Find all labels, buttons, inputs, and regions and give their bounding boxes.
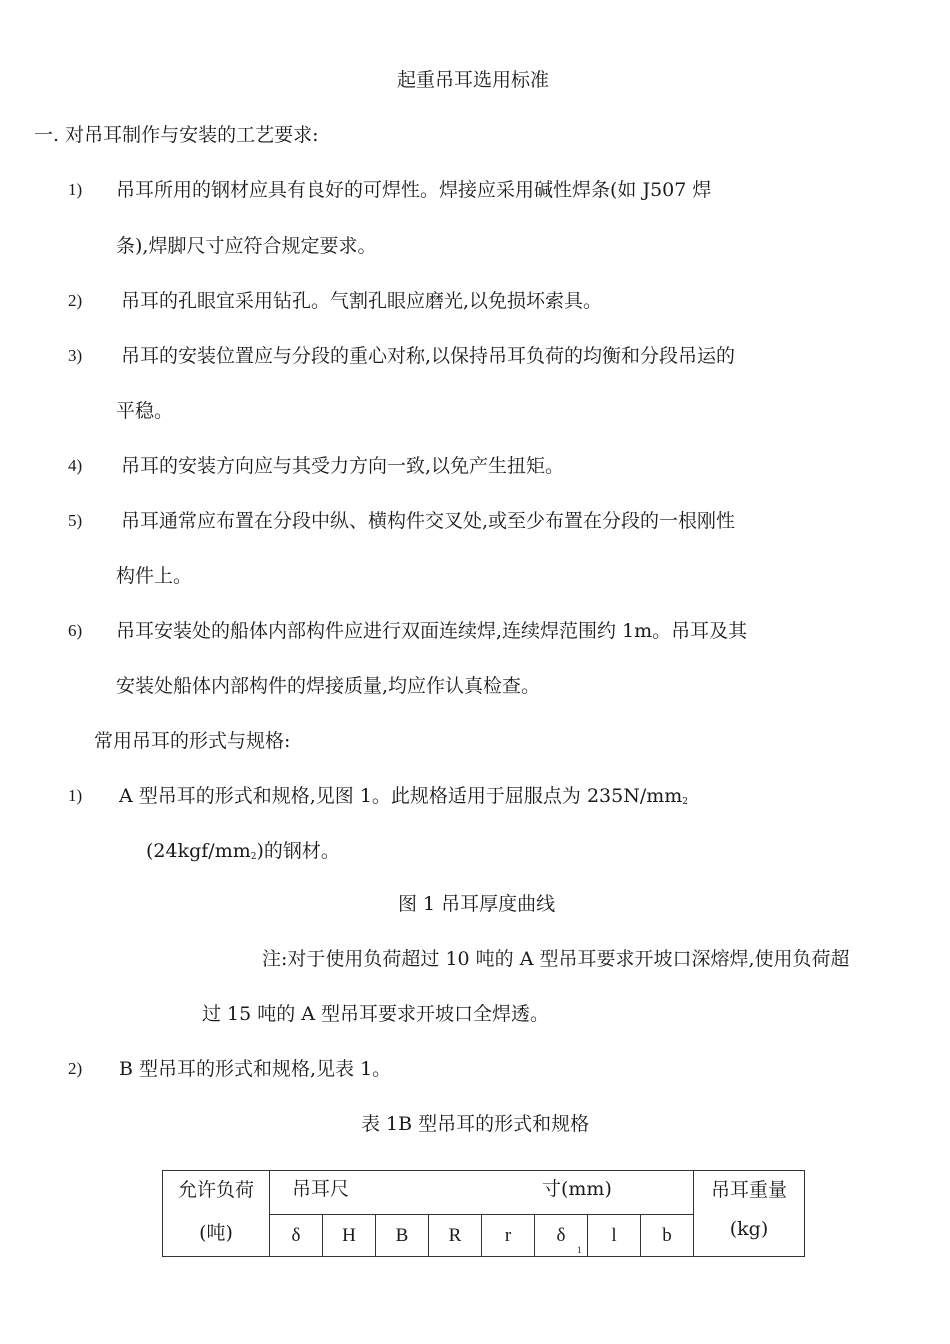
symbol-r: r bbox=[482, 1215, 535, 1257]
list-number: 6) bbox=[68, 621, 83, 640]
list-item-text: 吊耳所用的钢材应具有良好的可焊性。焊接应采用碱性焊条(如 J507 焊 bbox=[116, 179, 712, 201]
figure-caption: 图 1 吊耳厚度曲线 bbox=[398, 893, 556, 915]
load-header-label: 允许负荷 bbox=[177, 1179, 254, 1201]
spec-table bbox=[162, 1170, 805, 1257]
unit-text-end: )的钢材。 bbox=[256, 840, 340, 862]
weight-header-unit: (kg) bbox=[729, 1218, 769, 1240]
symbol-H: H bbox=[323, 1215, 376, 1257]
list-item-text-cont: 条),焊脚尺寸应符合规定要求。 bbox=[116, 235, 377, 257]
note-text: 注:对于使用负荷超过 10 吨的 A 型吊耳要求开坡口深熔焊,使用负荷超 bbox=[262, 948, 850, 970]
load-header-cell bbox=[163, 1171, 270, 1257]
list-item-text bbox=[119, 784, 688, 814]
superscript-2: 2 bbox=[250, 852, 257, 862]
list-item-text: 吊耳通常应布置在分段中纵、横构件交叉处,或至少布置在分段的一根刚性 bbox=[121, 510, 736, 532]
list-item-text-cont bbox=[146, 839, 340, 869]
dimension-header-left: 吊耳尺 bbox=[292, 1178, 350, 1200]
unit-text: (24kgf/mm bbox=[146, 840, 251, 862]
list-number: 2) bbox=[68, 1059, 83, 1078]
symbol-b: b bbox=[641, 1215, 694, 1257]
list-number: 1) bbox=[68, 786, 83, 805]
list-number: 2) bbox=[68, 291, 83, 310]
list-item-text: 吊耳的孔眼宜采用钻孔。气割孔眼应磨光,以免损坏索具。 bbox=[121, 290, 603, 312]
symbol-delta: δ bbox=[270, 1215, 323, 1257]
list-item-text-cont: 安装处船体内部构件的焊接质量,均应作认真检查。 bbox=[116, 675, 541, 697]
table-caption: 表 1B 型吊耳的形式和规格 bbox=[361, 1113, 590, 1135]
symbol-B: B bbox=[376, 1215, 429, 1257]
symbol-subscript: 1 bbox=[577, 1245, 582, 1255]
note-text-cont: 过 15 吨的 A 型吊耳要求开坡口全焊透。 bbox=[202, 1003, 550, 1025]
load-header-unit: (吨) bbox=[199, 1222, 233, 1244]
section2-heading: 常用吊耳的形式与规格: bbox=[94, 730, 291, 752]
list-item-text: B 型吊耳的形式和规格,见表 1。 bbox=[119, 1058, 392, 1080]
weight-header-cell bbox=[694, 1171, 805, 1257]
page-title: 起重吊耳选用标准 bbox=[397, 69, 550, 91]
list-item-text-main: A 型吊耳的形式和规格,见图 1。此规格适用于屈服点为 235N/mm bbox=[119, 785, 683, 807]
list-number: 3) bbox=[68, 346, 83, 365]
symbol-delta1-main: δ bbox=[556, 1224, 566, 1246]
list-number: 4) bbox=[68, 456, 83, 475]
list-item-text-cont: 构件上。 bbox=[116, 565, 193, 587]
section1-heading: 一. 对吊耳制作与安装的工艺要求: bbox=[34, 124, 319, 146]
symbol-l: l bbox=[588, 1215, 641, 1257]
list-number: 1) bbox=[68, 180, 83, 199]
symbol-delta1 bbox=[535, 1215, 588, 1257]
list-item-text: 吊耳的安装位置应与分段的重心对称,以保持吊耳负荷的均衡和分段吊运的 bbox=[121, 345, 736, 367]
symbol-R: R bbox=[429, 1215, 482, 1257]
dimension-header-right: 寸(mm) bbox=[542, 1178, 612, 1200]
list-item-text: 吊耳的安装方向应与其受力方向一致,以免产生扭矩。 bbox=[121, 455, 565, 477]
superscript-2: 2 bbox=[682, 797, 689, 807]
weight-header-label: 吊耳重量 bbox=[710, 1179, 787, 1201]
list-item-text-cont: 平稳。 bbox=[116, 400, 174, 422]
list-item-text: 吊耳安装处的船体内部构件应进行双面连续焊,连续焊范围约 1m。吊耳及其 bbox=[116, 620, 748, 642]
dimension-header-cell bbox=[270, 1171, 694, 1215]
list-number: 5) bbox=[68, 511, 83, 530]
